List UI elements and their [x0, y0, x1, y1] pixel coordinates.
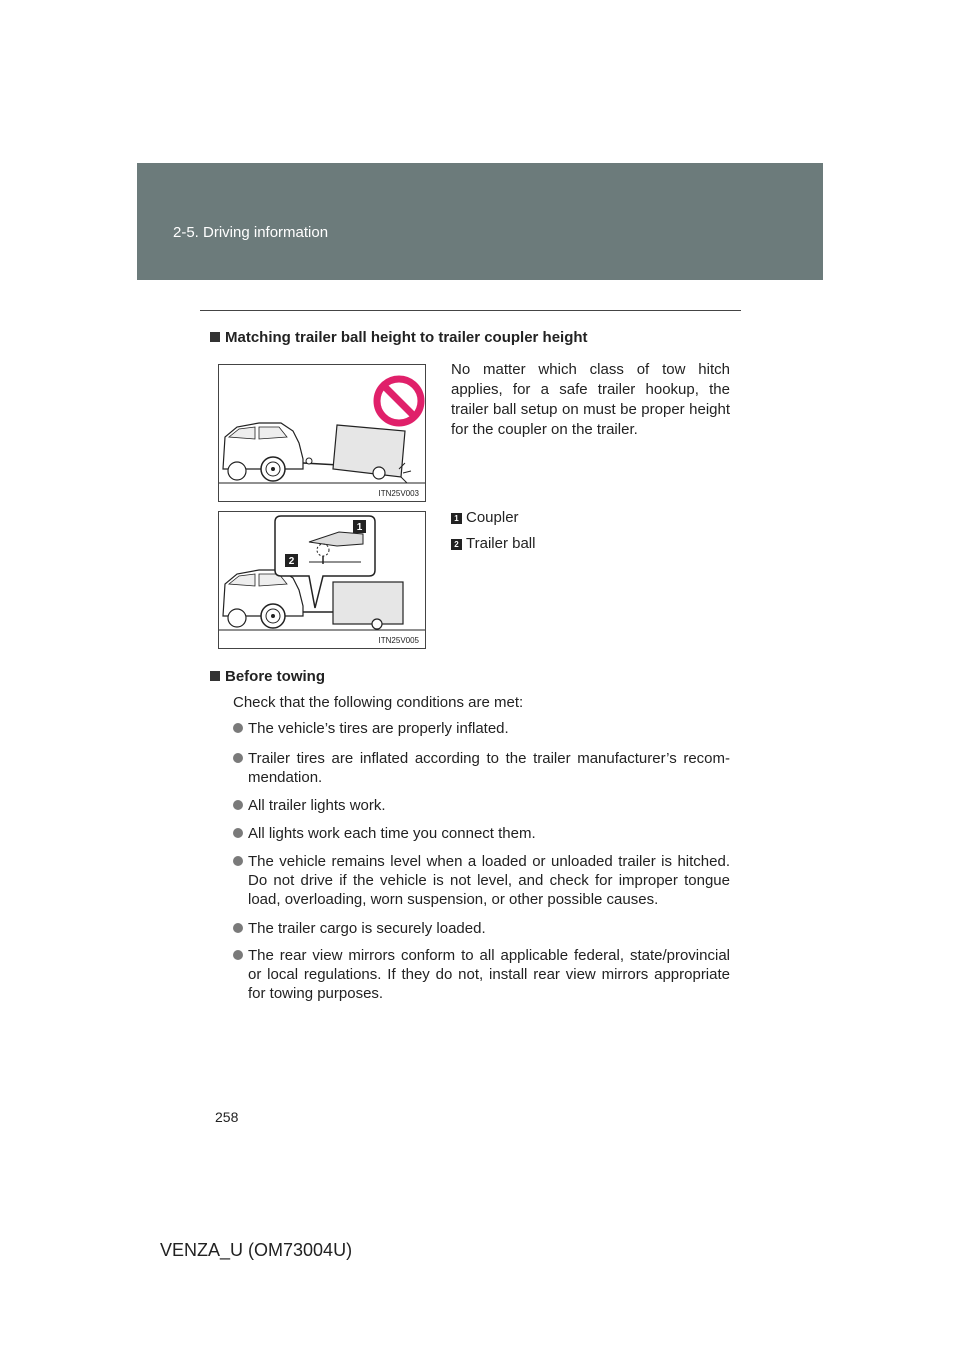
list-item: [233, 719, 730, 738]
list-item: [233, 796, 730, 815]
figure-code: ITN25V005: [378, 636, 419, 645]
list-item: [233, 919, 730, 938]
square-bullet-icon: [210, 332, 220, 342]
heading-matching: [210, 329, 588, 346]
list-item-text: The rear view mirrors conform to all applicable federal, state/provincial or local regulations. If they do not, install rear view mirrors appropriate for towing purposes.: [248, 947, 730, 1002]
figure-trailer-hookup: [218, 511, 426, 649]
bullet-dot-icon: [233, 950, 243, 960]
check-intro: Check that the following conditions are met:: [233, 694, 524, 711]
list-item-text: The vehicle remains level when a loaded or unloaded trailer is hitched. Do not drive if the vehicle is not level, and check for improper tongue load, overloading, worn suspension, or other possible causes.: [248, 853, 730, 908]
legend-item-coupler: [451, 509, 519, 526]
document-code: VENZA_U (OM73004U): [160, 1240, 353, 1260]
trailer-hookup-illustration: [219, 512, 425, 648]
list-item: [233, 852, 730, 909]
header-band: [137, 163, 823, 280]
list-item-text: The trailer cargo is securely loaded.: [248, 920, 486, 937]
misaligned-trailer-illustration: [219, 365, 425, 501]
bullet-dot-icon: [233, 800, 243, 810]
square-bullet-icon: [210, 671, 220, 681]
list-item: [233, 946, 730, 1003]
heading-before-towing: [210, 668, 325, 685]
bullet-dot-icon: [233, 723, 243, 733]
list-item: [233, 824, 730, 843]
intro-paragraph: No matter which class of tow hitch applies, for a safe trailer hookup, the trailer ball setup on must be proper height for the coupler on the trailer.: [451, 361, 730, 438]
list-item: [233, 749, 730, 787]
legend-number: 1: [451, 513, 462, 524]
legend-label: Trailer ball: [466, 535, 536, 552]
bullet-dot-icon: [233, 923, 243, 933]
bullet-dot-icon: [233, 856, 243, 866]
page-number: 258: [215, 1109, 239, 1125]
svg-text:2: 2: [288, 556, 295, 567]
heading-matching-text: Matching trailer ball height to trailer coupler height: [225, 329, 588, 346]
figure-code: ITN25V003: [378, 489, 419, 498]
legend-number: 2: [451, 539, 462, 550]
list-item-text: The vehicle’s tires are properly inflated.: [248, 720, 509, 737]
list-item-text: All trailer lights work.: [248, 797, 386, 814]
figure-misaligned-trailer: [218, 364, 426, 502]
divider: [200, 310, 741, 311]
section-title: 2-5. Driving information: [173, 224, 329, 241]
svg-text:1: 1: [356, 522, 363, 533]
bullet-dot-icon: [233, 828, 243, 838]
heading-before-towing-text: Before towing: [225, 668, 325, 685]
list-item-text: All lights work each time you connect them.: [248, 825, 536, 842]
list-item-text: Trailer tires are inflated according to the trailer manufacturer’s recom-mendation.: [248, 750, 730, 786]
legend-item-trailer-ball: [451, 535, 535, 552]
bullet-dot-icon: [233, 753, 243, 763]
legend-label: Coupler: [466, 509, 519, 526]
